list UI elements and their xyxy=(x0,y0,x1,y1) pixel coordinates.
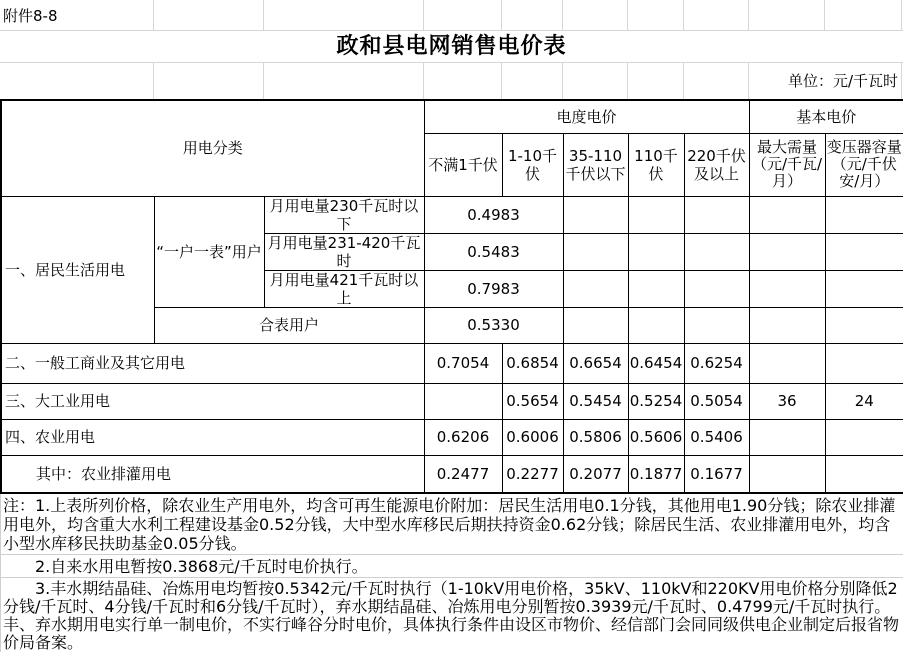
price-table xyxy=(0,99,903,494)
empty-cell xyxy=(563,307,628,343)
unit-row xyxy=(0,63,903,99)
note-2: 2.自来水用电暂按0.3868元/千瓦时电价执行。 xyxy=(1,555,903,578)
note-1: 注：1.上表所列价格，除农业生产用电外，均含可再生能源电价附加：居民生活用电0.1分钱，其他用电1.90分钱；除农业排灌用电外，均含重大水利工程建设基金0.52分钱，大中型水库移民后期扶持资金0.62分钱；除居民生活、农业排灌用电外，均含小型水库移民扶助基金0.05分钱。 xyxy=(1,494,903,555)
category-residential: 一、居民生活用电 xyxy=(1,196,154,343)
price-cell: 0.6854 xyxy=(502,343,563,383)
transformer-cell xyxy=(825,419,903,455)
attachment-label: 附件8-8 xyxy=(3,7,58,25)
note-3: 3.丰水期结晶硅、冶炼用电均暂按0.5342元/千瓦时执行（1-10kV用电价格，35kV、110kV和220KV用电价格分别降低2分钱/千瓦时、4分钱/千瓦时和6分钱/千瓦时），弃水期结晶硅、冶炼用电分别暂按0.3939元/千瓦时、0.4799元/千瓦时执行。丰、弃水期用电实行单一制电价，不实行峰谷分时电价，具体执行条件由设区市物价、经信部门会同同级供电企业制定后报省物价局备案。 xyxy=(1,578,903,652)
notes-section xyxy=(0,494,903,652)
unit-label: 单位：元/千瓦时 xyxy=(784,69,898,92)
price-cell: 0.4983 xyxy=(424,196,563,233)
empty-cell xyxy=(628,233,684,270)
price-cell: 0.7983 xyxy=(424,270,563,307)
empty-cell xyxy=(628,307,684,343)
combined-meter-label: 合表用户 xyxy=(154,307,424,343)
empty-cell xyxy=(684,307,749,343)
header-transformer-capacity xyxy=(825,133,903,196)
empty-cell xyxy=(825,233,903,270)
price-cell: 0.5330 xyxy=(424,307,563,343)
header-max-demand-text: 最大需量（元/千瓦/月） xyxy=(751,139,823,190)
empty-cell xyxy=(563,196,628,233)
price-cell: 0.5654 xyxy=(502,383,563,419)
header-max-demand xyxy=(749,133,825,196)
price-cell: 0.5483 xyxy=(424,233,563,270)
header-classification: 用电分类 xyxy=(1,100,424,196)
transformer-cell xyxy=(825,455,903,493)
max-demand-cell: 36 xyxy=(749,383,825,419)
header-row-1 xyxy=(1,100,903,133)
header-voltage-220kv: 220千伏及以上 xyxy=(684,133,749,196)
price-cell: 0.2477 xyxy=(424,455,502,493)
header-voltage-under1kv: 不满1千伏 xyxy=(424,133,502,196)
price-cell: 0.2277 xyxy=(502,455,563,493)
category-agriculture: 四、农业用电 xyxy=(1,419,424,455)
empty-cell xyxy=(825,270,903,307)
price-cell: 0.5806 xyxy=(563,419,628,455)
tier-label-over-421: 月用电量421千瓦时以上 xyxy=(264,270,424,307)
table-row xyxy=(1,419,903,455)
header-voltage-110kv: 110千伏 xyxy=(628,133,684,196)
tier-label-under-230: 月用电量230千瓦时以下 xyxy=(264,196,424,233)
price-cell: 0.6254 xyxy=(684,343,749,383)
table-row xyxy=(1,196,903,233)
empty-cell xyxy=(749,307,825,343)
category-commercial: 二、一般工商业及其它用电 xyxy=(1,343,424,383)
page-title: 政和县电网销售电价表 xyxy=(336,34,567,59)
price-cell: 0.5454 xyxy=(563,383,628,419)
table-row xyxy=(1,455,903,493)
table-row xyxy=(1,343,903,383)
header-voltage-1-10kv: 1-10千伏 xyxy=(502,133,563,196)
max-demand-cell xyxy=(749,419,825,455)
empty-cell xyxy=(563,270,628,307)
price-cell: 0.5054 xyxy=(684,383,749,419)
empty-cell xyxy=(628,196,684,233)
empty-cell xyxy=(749,196,825,233)
header-voltage-35-110kv: 35-110千伏以下 xyxy=(563,133,628,196)
max-demand-cell xyxy=(749,343,825,383)
price-cell xyxy=(424,383,502,419)
price-cell: 0.5254 xyxy=(628,383,684,419)
price-cell: 0.5406 xyxy=(684,419,749,455)
empty-cell xyxy=(749,233,825,270)
header-basic-price: 基本电价 xyxy=(749,100,903,133)
transformer-cell: 24 xyxy=(825,383,903,419)
empty-cell xyxy=(825,307,903,343)
empty-cell xyxy=(825,196,903,233)
category-agri-irrigation: 其中：农业排灌用电 xyxy=(1,455,424,493)
empty-cell xyxy=(749,270,825,307)
tier-label-231-420: 月用电量231-420千瓦时 xyxy=(264,233,424,270)
header-transformer-capacity-text: 变压器容量（元/千伏安/月） xyxy=(826,139,902,190)
empty-cell xyxy=(684,270,749,307)
price-cell: 0.6006 xyxy=(502,419,563,455)
single-meter-user-label: “一户一表”用户 xyxy=(154,196,264,307)
price-cell: 0.6454 xyxy=(628,343,684,383)
price-cell: 0.6654 xyxy=(563,343,628,383)
empty-cell xyxy=(628,270,684,307)
price-cell: 0.2077 xyxy=(563,455,628,493)
price-cell: 0.7054 xyxy=(424,343,502,383)
empty-cell xyxy=(684,233,749,270)
price-cell: 0.6206 xyxy=(424,419,502,455)
price-cell: 0.5606 xyxy=(628,419,684,455)
header-degree-price: 电度电价 xyxy=(424,100,749,133)
empty-cell xyxy=(563,233,628,270)
category-large-industry: 三、大工业用电 xyxy=(1,383,424,419)
attachment-row xyxy=(0,0,903,31)
price-cell: 0.1677 xyxy=(684,455,749,493)
price-cell: 0.1877 xyxy=(628,455,684,493)
title-row xyxy=(0,31,903,63)
transformer-cell xyxy=(825,343,903,383)
empty-cell xyxy=(684,196,749,233)
max-demand-cell xyxy=(749,455,825,493)
table-row xyxy=(1,383,903,419)
